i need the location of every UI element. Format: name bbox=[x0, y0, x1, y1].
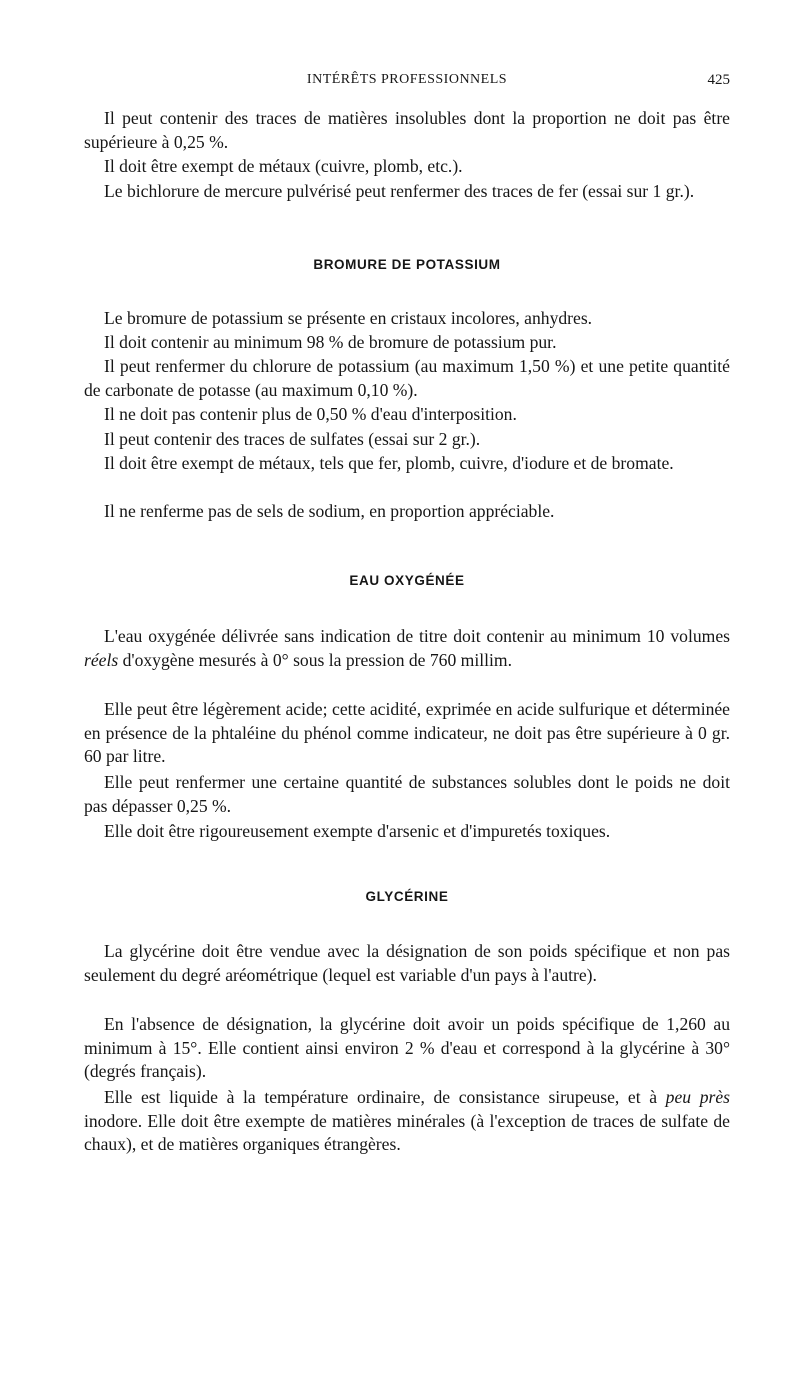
text-run: d'oxygène mesurés à 0° sous la pression de 760 millim. bbox=[122, 649, 512, 670]
paragraph bbox=[84, 625, 730, 672]
paragraph: Elle peut être légèrement acide; cette acidité, exprimée en acide sulfurique et déterminée en présence de la phtaléine du phénol comme indicateur, ne doit pas être supérieure à 0 gr. 60 par litre. bbox=[84, 699, 730, 766]
running-header bbox=[84, 72, 730, 96]
paragraph: Il doit être exempt de métaux (cuivre, plomb, etc.). bbox=[104, 156, 463, 176]
paragraph bbox=[84, 1086, 730, 1157]
paragraph: Il ne renferme pas de sels de sodium, en proportion appréciable. bbox=[104, 501, 555, 521]
running-title: INTÉRÊTS PROFESSIONNELS bbox=[306, 72, 508, 87]
emphasis-text: réels bbox=[84, 649, 119, 670]
paragraph: Elle doit être rigoureusement exempte d'arsenic et d'impuretés toxiques. bbox=[104, 821, 611, 841]
section-heading: GLYCÉRINE bbox=[365, 889, 449, 904]
paragraph: Il peut renfermer du chlorure de potassium (au maximum 1,50 %) et une petite quantité de carbonate de potasse (au maximum 0,10 %). bbox=[84, 356, 730, 400]
section-heading: EAU OXYGÉNÉE bbox=[349, 573, 465, 588]
paragraph: Il peut contenir des traces de sulfates (essai sur 2 gr.). bbox=[104, 429, 481, 449]
paragraph: Il ne doit pas contenir plus de 0,50 % d'eau d'interposition. bbox=[104, 404, 517, 424]
text-run: Elle est liquide à la température ordinaire, de consistance sirupeuse, et à bbox=[104, 1087, 658, 1107]
section-heading: BROMURE DE POTASSIUM bbox=[313, 257, 501, 272]
paragraph: Il doit être exempt de métaux, tels que fer, plomb, cuivre, d'iodure et de bromate. bbox=[104, 453, 674, 473]
text-run: L'eau oxygénée délivrée sans indication de titre doit contenir au minimum 10 volumes bbox=[104, 626, 730, 646]
paragraph: Il doit contenir au minimum 98 % de bromure de potassium pur. bbox=[104, 332, 557, 352]
paragraph: Elle peut renfermer une certaine quantité de substances solubles dont le poids ne doit pas dépasser 0,25 %. bbox=[84, 772, 730, 816]
paragraph: Le bichlorure de mercure pulvérisé peut renfermer des traces de fer (essai sur 1 gr.). bbox=[104, 181, 695, 201]
paragraph: Le bromure de potassium se présente en cristaux incolores, anhydres. bbox=[104, 308, 593, 328]
paragraph: Il peut contenir des traces de matières insolubles dont la proportion ne doit pas être supérieure à 0,25 %. bbox=[84, 108, 730, 152]
paragraph: La glycérine doit être vendue avec la désignation de son poids spécifique et non pas seulement du degré aréométrique (lequel est variable d'un pays à l'autre). bbox=[84, 941, 730, 985]
text-run: inodore. Elle doit être exempte de matières minérales (à l'exception de traces de sulfate de chaux), et de matières organiques étrangères. bbox=[84, 1110, 730, 1154]
emphasis-text: peu près bbox=[665, 1087, 730, 1107]
paragraph: En l'absence de désignation, la glycérine doit avoir un poids spécifique de 1,260 au minimum à 15°. Elle contient ainsi environ 2 % d'eau et correspond à la glycérine à 30° (degrés français). bbox=[84, 1014, 730, 1081]
page-number: 425 bbox=[707, 72, 730, 88]
